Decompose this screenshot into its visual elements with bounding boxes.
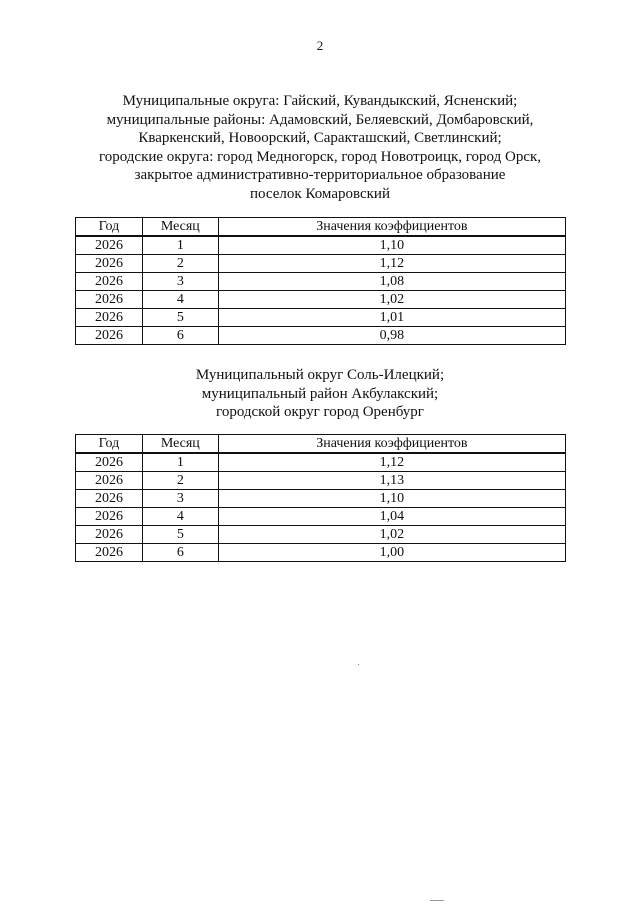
cell-year: 2026 [76, 291, 143, 309]
cell-month: 1 [142, 236, 218, 255]
page-number: 2 [316, 38, 324, 53]
section-2-heading [60, 366, 580, 422]
cell-value: 1,12 [218, 255, 565, 273]
cell-value: 1,08 [218, 273, 565, 291]
table-row [76, 526, 566, 544]
cell-month: 5 [142, 309, 218, 327]
table-header-row [76, 435, 566, 454]
heading-line: городские округа: город Медногорск, город Новотроицк, город Орск, [98, 148, 542, 165]
cell-month: 2 [142, 472, 218, 490]
header-month: Месяц [142, 435, 218, 454]
heading-line: Муниципальный округ Соль-Илецкий; [195, 367, 445, 383]
cell-value: 1,04 [218, 508, 565, 526]
cell-month: 6 [142, 327, 218, 345]
cell-value: 1,02 [218, 291, 565, 309]
cell-month: 1 [142, 453, 218, 472]
cell-month: 3 [142, 273, 218, 291]
table-header-row [76, 218, 566, 237]
table-row [76, 544, 566, 562]
heading-line: поселок Комаровский [250, 185, 390, 202]
cell-value: 1,12 [218, 453, 565, 472]
header-value: Значения коэффициентов [218, 435, 565, 454]
header-year: Год [76, 435, 143, 454]
cell-value: 1,10 [218, 236, 565, 255]
table-row [76, 508, 566, 526]
cell-value: 1,13 [218, 472, 565, 490]
heading-line: Кваркенский, Новоорский, Саракташский, Светлинский; [138, 130, 502, 146]
table-row [76, 236, 566, 255]
cell-value: 1,10 [218, 490, 565, 508]
table-row [76, 255, 566, 273]
table-row [76, 273, 566, 291]
cell-year: 2026 [76, 508, 143, 526]
header-year: Год [76, 218, 143, 237]
cell-month: 5 [142, 526, 218, 544]
cell-month: 6 [142, 544, 218, 562]
table-row [76, 291, 566, 309]
cell-value: 0,98 [218, 327, 565, 345]
cell-year: 2026 [76, 273, 143, 291]
cell-month: 4 [142, 291, 218, 309]
coefficients-table-1 [75, 217, 566, 345]
cell-year: 2026 [76, 544, 143, 562]
heading-line: муниципальный район Акбулакский; [201, 385, 439, 402]
header-month: Месяц [142, 218, 218, 237]
cell-value: 1,02 [218, 526, 565, 544]
cell-month: 2 [142, 255, 218, 273]
scan-speck [358, 664, 359, 665]
cell-year: 2026 [76, 309, 143, 327]
cell-year: 2026 [76, 255, 143, 273]
cell-year: 2026 [76, 490, 143, 508]
cell-year: 2026 [76, 472, 143, 490]
coefficients-table-2 [75, 434, 566, 562]
table-row [76, 327, 566, 345]
cell-value: 1,01 [218, 309, 565, 327]
table-row [76, 472, 566, 490]
cell-year: 2026 [76, 327, 143, 345]
cell-year: 2026 [76, 453, 143, 472]
table-row [76, 309, 566, 327]
cell-year: 2026 [76, 236, 143, 255]
heading-line: закрытое административно-территориальное образование [134, 167, 506, 183]
table-row [76, 453, 566, 472]
cell-value: 1,00 [218, 544, 565, 562]
cell-month: 3 [142, 490, 218, 508]
cell-year: 2026 [76, 526, 143, 544]
heading-line: муниципальные районы: Адамовский, Беляевский, Домбаровский, [106, 111, 534, 128]
header-value: Значения коэффициентов [218, 218, 565, 237]
table-row [76, 490, 566, 508]
heading-line: Муниципальные округа: Гайский, Кувандыкский, Ясненский; [122, 93, 518, 109]
scan-edge-mark [430, 900, 444, 901]
section-1-heading [60, 92, 580, 203]
cell-month: 4 [142, 508, 218, 526]
heading-line: городской округ город Оренбург [216, 404, 424, 420]
